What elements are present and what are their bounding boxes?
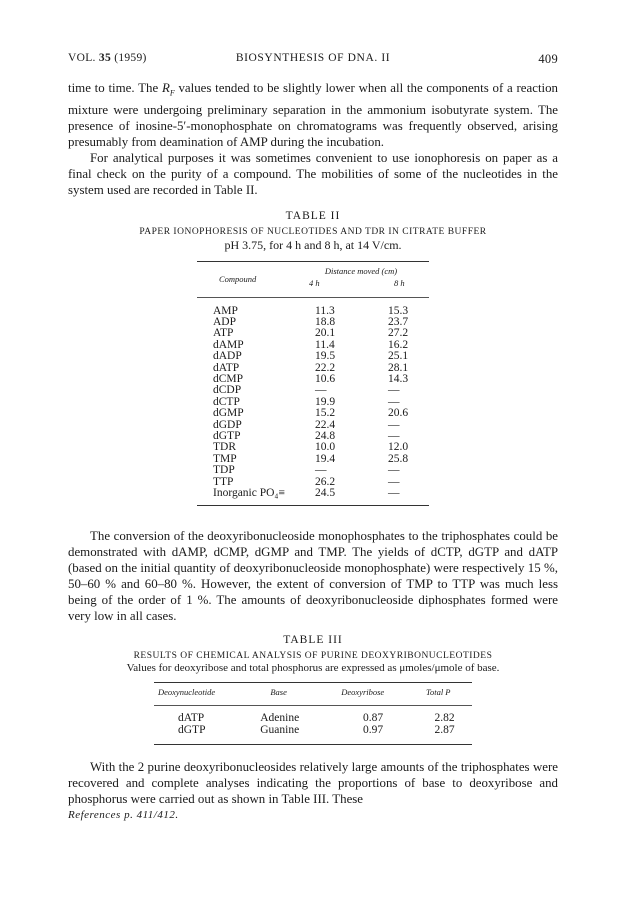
table3-cell: 0.87 <box>362 712 384 725</box>
table2-col-8h: 8 h <box>394 277 405 288</box>
table2-cell: ADP <box>213 315 237 328</box>
table3-cell: dATP <box>178 712 205 725</box>
table2 <box>197 261 429 507</box>
table2-cell: TDP <box>213 464 235 477</box>
table2-cell: — <box>388 475 400 488</box>
table2-cell: — <box>388 418 400 431</box>
table2-cell: — <box>388 464 400 477</box>
running-title: BIOSYNTHESIS OF DNA. II <box>235 52 391 64</box>
table2-cell: — <box>315 464 327 477</box>
table2-cell: 11.4 <box>315 338 335 351</box>
paragraph-4: With the 2 purine deoxyribonucleosides relatively large amounts of the triphosphates were recovered and complete analyses indicating the proportions of base to deoxyribose and phosphorus were carried out as shown in Table III. These <box>68 760 558 807</box>
table3-cell: 0.97 <box>362 724 384 737</box>
table2-cell: dCMP <box>213 373 244 386</box>
table2-cell: 25.1 <box>388 350 409 363</box>
table2-cell: dATP <box>213 361 240 374</box>
table3-col-deoxynucleotide: Deoxynucleotide <box>158 687 216 698</box>
table2-cell: dCTP <box>213 395 240 408</box>
table2-col-4h: 4 h <box>309 277 320 288</box>
table2-cell: 11.3 <box>315 304 335 317</box>
table2-cell: dGMP <box>213 407 244 420</box>
table2-cell: dCDP <box>213 384 242 397</box>
table-row <box>197 408 429 419</box>
page-number: 409 <box>538 52 558 66</box>
volume-info: VOL. 35 (1959) <box>68 52 147 64</box>
table2-cell: 16.2 <box>388 338 409 351</box>
table2-cell: AMP <box>213 304 238 317</box>
table3-col-total-p: Total P <box>426 687 451 698</box>
table2-cell: — <box>315 384 327 397</box>
references-note: References p. 411/412. <box>68 809 179 822</box>
table3-col-deoxyribose: Deoxyribose <box>341 687 385 698</box>
table3-cell: dGTP <box>178 724 206 737</box>
paragraph-1: time to time. The $R_F$ values tended to be slightly lower when all the components of a reaction mixture were undergoing preliminary separation in the ammonium isobutyrate system. The presence of inosine-5′-monophosphate on chromatograms was frequently observed, arising presumably from deamination of AMP during the incubation. <box>68 81 558 149</box>
running-header <box>68 52 558 70</box>
table-row <box>154 712 472 724</box>
table2-cell: 10.6 <box>315 373 336 386</box>
table2-cell: 27.2 <box>388 327 409 340</box>
table2-cell: — <box>388 430 400 443</box>
table3-subcaption: Values for deoxyribose and total phosphorus are expressed as μmoles/μmole of base. <box>126 662 500 675</box>
table2-cell: 28.1 <box>388 361 409 374</box>
table2-cell: 20.1 <box>315 327 336 340</box>
table3-col-base: Base <box>270 687 287 698</box>
table2-subcaption: pH 3.75, for 4 h and 8 h, at 14 V/cm. <box>224 237 402 252</box>
table2-cell: — <box>388 395 400 408</box>
table2-col-compound: Compound <box>219 274 257 285</box>
table-row <box>197 465 429 476</box>
table2-cell: — <box>388 384 400 397</box>
table2-cell: 15.3 <box>388 304 409 317</box>
table2-cell: 24.5 <box>315 487 336 500</box>
table2-cell: 12.0 <box>388 441 409 454</box>
table2-cell: 14.3 <box>388 373 409 386</box>
table2-cell: dGTP <box>213 430 241 443</box>
table3-cell: 2.87 <box>434 724 455 737</box>
table3-cell: 2.82 <box>434 712 455 725</box>
table2-cell: 25.8 <box>388 452 409 465</box>
table2-cell: 26.2 <box>315 475 336 488</box>
table2-cell: 18.8 <box>315 315 336 328</box>
table3-title: TABLE III <box>283 634 343 647</box>
table2-cell: 15.2 <box>315 407 336 420</box>
table-row <box>197 488 429 499</box>
table2-cell: 19.5 <box>315 350 336 363</box>
table2-cell: dAMP <box>213 338 244 351</box>
table2-cell: TTP <box>213 475 234 488</box>
table2-cell: 24.8 <box>315 430 336 443</box>
table3 <box>154 682 472 745</box>
table2-cell: TMP <box>213 452 237 465</box>
table2-cell: 23.7 <box>388 315 409 328</box>
table-row <box>197 351 429 362</box>
table2-cell: ATP <box>213 327 234 340</box>
table-row <box>154 724 472 736</box>
table2-cell: 19.4 <box>315 452 336 465</box>
table2-cell: 22.2 <box>315 361 336 374</box>
table2-cell: 20.6 <box>388 407 409 420</box>
table2-cell: dADP <box>213 350 242 363</box>
table2-cell: 22.4 <box>315 418 336 431</box>
paragraph-2: For analytical purposes it was sometimes convenient to use ionophoresis on paper as a final check on the purity of a compound. The mobilities of some of the nucleotides in the system used are recorded in Table II. <box>68 150 558 197</box>
table2-cell: TDR <box>213 441 236 454</box>
table2-cell: 10.0 <box>315 441 336 454</box>
table2-title: TABLE II <box>285 209 341 222</box>
table2-cell: Inorganic PO₄≡ <box>213 487 285 500</box>
table3-cell: Adenine <box>260 712 300 725</box>
table2-caption: PAPER IONOPHORESIS OF NUCLEOTIDES AND TDR IN CITRATE BUFFER <box>139 226 487 237</box>
page <box>68 52 558 821</box>
table3-caption: RESULTS OF CHEMICAL ANALYSIS OF PURINE DEOXYRIBONUCLEOTIDES <box>133 651 493 662</box>
paragraph-3: The conversion of the deoxyribonucleoside monophosphates to the triphosphates could be demonstrated with dAMP, dCMP, dGMP and TMP. The yields of dCTP, dGTP and dATP (based on the initial quantity of deoxyribonucleoside monophosphate) were respectively 15 %, 50–60 % and 60–80 %. However, the extent of conversion of TMP to TTP was much less being of the order of 1 %. The amounts of deoxyribonucleoside diphosphates formed were very low in all cases. <box>68 529 558 624</box>
table2-col-distance: Distance moved (cm) <box>324 265 398 276</box>
table2-cell: dGDP <box>213 418 242 431</box>
table2-cell: 19.9 <box>315 395 336 408</box>
table3-cell: Guanine <box>260 724 300 737</box>
table2-cell: — <box>388 487 400 500</box>
